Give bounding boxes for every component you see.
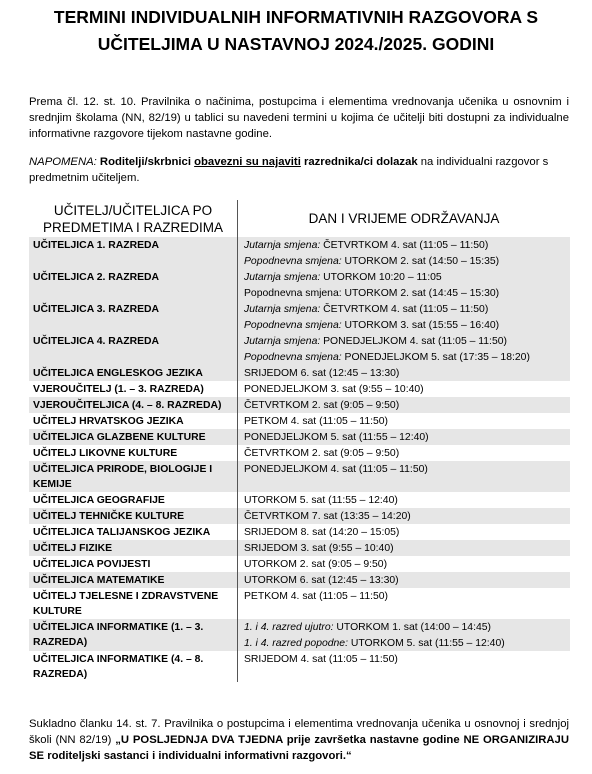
time-value: ČETVRTKOM 4. sat (11:05 – 11:50) [323, 240, 489, 251]
table-row [29, 461, 570, 492]
shift-label: 1. i 4. razred ujutro: [244, 622, 337, 633]
footer-bold-text: „U POSLJEDNJA DVA TJEDNA prije završetka nastavne godine NE ORGANIZIRAJU SE roditeljski sastanci i individualni informativni razgovori.“ [29, 734, 569, 762]
table-row [29, 237, 570, 253]
time-slot [238, 333, 571, 349]
teacher-name: UČITELJICA 3. RAZREDA [29, 301, 238, 333]
shift-label: Popodnevna smjena: [244, 256, 345, 267]
note-text-2: razrednika/ci dolazak [300, 156, 418, 168]
title-line-2: UČITELJIMA U NASTAVNOJ 2024./2025. GODINI [97, 34, 495, 54]
note-text-3: na individualni razgovor s predmetnim učiteljem. [29, 156, 549, 184]
note-underlined: obavezni su najaviti [194, 156, 301, 168]
table-row [29, 381, 570, 397]
time-slot: PETKOM 4. sat (11:05 – 11:50) [238, 588, 571, 619]
table-row [29, 397, 570, 413]
time-slot: PONEDJELJKOM 5. sat (11:55 – 12:40) [238, 429, 571, 445]
table-row [29, 556, 570, 572]
time-value: UTORKOM 5. sat (11:55 – 12:40) [350, 638, 505, 649]
teacher-name: UČITELJ TJELESNE I ZDRAVSTVENE KULTURE [33, 591, 219, 617]
time-slot: SRIJEDOM 8. sat (14:20 – 15:05) [238, 524, 571, 540]
teacher-name: UČITELJICA TALIJANSKOG JEZIKA [33, 527, 211, 538]
time-slot [238, 269, 571, 285]
teacher-name: UČITELJ HRVATSKOG JEZIKA [33, 416, 184, 427]
teacher-name: UČITELJICA MATEMATIKE [29, 572, 238, 588]
teacher-name: UČITELJICA 1. RAZREDA [29, 237, 238, 269]
shift-label: Popodnevna smjena: [244, 352, 345, 363]
time-slot [238, 619, 571, 635]
table-row [29, 445, 570, 461]
time-slot [238, 285, 571, 301]
table-row [29, 429, 570, 445]
time-slot: ČETVRTKOM 2. sat (9:05 – 9:50) [238, 445, 571, 461]
time-slot [238, 237, 571, 253]
teacher-name: VJEROUČITELJ (1. – 3. RAZREDA) [33, 384, 204, 395]
table-row [29, 619, 570, 635]
table-row [29, 524, 570, 540]
time-value: UTORKOM 10:20 – 11:05 [323, 272, 442, 283]
table-row [29, 269, 570, 285]
note-paragraph [29, 154, 569, 186]
intro-paragraph: Prema čl. 12. st. 10. Pravilnika o načinima, postupcima i elementima vrednovanja učenika u osnovnim i srednjim školama (NN, 82/19) u tablici su navedeni termini u kojima će učitelji biti dostupni za individualne informativne razgovore tijekom nastavne godine. [29, 96, 569, 140]
table-header-row [29, 200, 570, 237]
header-teacher: UČITELJ/UČITELJICA PO PREDMETIMA I RAZREDIMA [42, 202, 223, 235]
time-value: PONEDJELJKOM 5. sat (17:35 – 18:20) [344, 352, 530, 363]
title-line-1: TERMINI INDIVIDUALNIH INFORMATIVNIH RAZGOVORA S [53, 7, 539, 27]
table-row [29, 365, 570, 381]
shift-label: Jutarnja smjena: [244, 304, 324, 315]
time-slot [238, 635, 571, 651]
table-row [29, 572, 570, 588]
teacher-name: UČITELJ TEHNIČKE KULTURE [29, 508, 238, 524]
teacher-name: UČITELJICA PRIRODE, BIOLOGIJE I KEMIJE [29, 461, 238, 492]
time-slot: SRIJEDOM 6. sat (12:45 – 13:30) [238, 365, 571, 381]
time-slot: ČETVRTKOM 7. sat (13:35 – 14:20) [238, 508, 571, 524]
time-slot: ČETVRTKOM 2. sat (9:05 – 9:50) [238, 397, 571, 413]
teacher-name: UČITELJICA INFORMATIKE (1. – 3. RAZREDA) [29, 619, 238, 651]
time-slot: UTORKOM 6. sat (12:45 – 13:30) [238, 572, 571, 588]
shift-label: Jutarnja smjena: [244, 336, 324, 347]
time-slot: PONEDJELJKOM 3. sat (9:55 – 10:40) [238, 381, 571, 397]
shift-label: 1. i 4. razred popodne: [244, 638, 351, 649]
footer-paragraph [29, 716, 569, 764]
teacher-name: UČITELJICA GEOGRAFIJE [33, 495, 165, 506]
time-slot: SRIJEDOM 3. sat (9:55 – 10:40) [238, 540, 571, 556]
table-row [29, 413, 570, 429]
time-slot: SRIJEDOM 4. sat (11:05 – 11:50) [238, 651, 571, 682]
teacher-name: UČITELJICA 2. RAZREDA [29, 269, 238, 301]
table-row [29, 588, 570, 619]
note-text-1: Roditelji/skrbnici [96, 156, 195, 168]
time-value: ČETVRTKOM 4. sat (11:05 – 11:50) [323, 304, 489, 315]
teacher-name: UČITELJICA ENGLESKOG JEZIKA [29, 365, 238, 381]
header-time: DAN I VRIJEME ODRŽAVANJA [238, 200, 571, 237]
document-title [0, 4, 592, 58]
shift-label: Jutarnja smjena: [244, 272, 324, 283]
time-slot [238, 301, 571, 317]
table-row [29, 492, 570, 508]
table-row [29, 540, 570, 556]
shift-label: Popodnevna smjena: [244, 320, 345, 331]
time-slot: UTORKOM 2. sat (9:05 – 9:50) [238, 556, 571, 572]
time-slot: UTORKOM 5. sat (11:55 – 12:40) [238, 492, 571, 508]
time-slot [238, 349, 571, 365]
teacher-name: UČITELJICA INFORMATIKE (4. – 8. RAZREDA) [33, 654, 204, 680]
schedule-table [29, 200, 570, 682]
table-row [29, 508, 570, 524]
time-value: UTORKOM 3. sat (15:55 – 16:40) [344, 320, 500, 331]
teacher-name: UČITELJ FIZIKE [29, 540, 238, 556]
time-slot: PONEDJELJKOM 4. sat (11:05 – 11:50) [238, 461, 571, 492]
time-slot [238, 253, 571, 269]
teacher-name: UČITELJICA POVIJESTI [33, 559, 151, 570]
shift-label: Jutarnja smjena: [244, 240, 324, 251]
table-body [29, 237, 570, 682]
footer-text: Sukladno članku 14. st. 7. Pravilnika o postupcima i elementima vrednovanja učenika u osnovnoj i srednjoj školi (NN 82/19) [29, 718, 569, 746]
teacher-name: UČITELJICA 4. RAZREDA [29, 333, 238, 365]
table-row [29, 333, 570, 349]
teacher-name: UČITELJ LIKOVNE KULTURE [33, 448, 178, 459]
time-value: UTORKOM 2. sat (14:50 – 15:35) [344, 256, 500, 267]
table-row [29, 651, 570, 682]
table-row [29, 301, 570, 317]
teacher-name: UČITELJICA GLAZBENE KULTURE [29, 429, 238, 445]
time-slot [238, 317, 571, 333]
time-value: UTORKOM 1. sat (14:00 – 14:45) [336, 622, 491, 633]
time-value: PONEDJELJKOM 4. sat (11:05 – 11:50) [323, 336, 507, 347]
note-label: NAPOMENA: [29, 156, 97, 168]
time-slot: PETKOM 4. sat (11:05 – 11:50) [238, 413, 571, 429]
teacher-name: VJEROUČITELJICA (4. – 8. RAZREDA) [29, 397, 238, 413]
time-value: Popodnevna smjena: UTORKOM 2. sat (14:45 – 15:30) [244, 288, 500, 299]
